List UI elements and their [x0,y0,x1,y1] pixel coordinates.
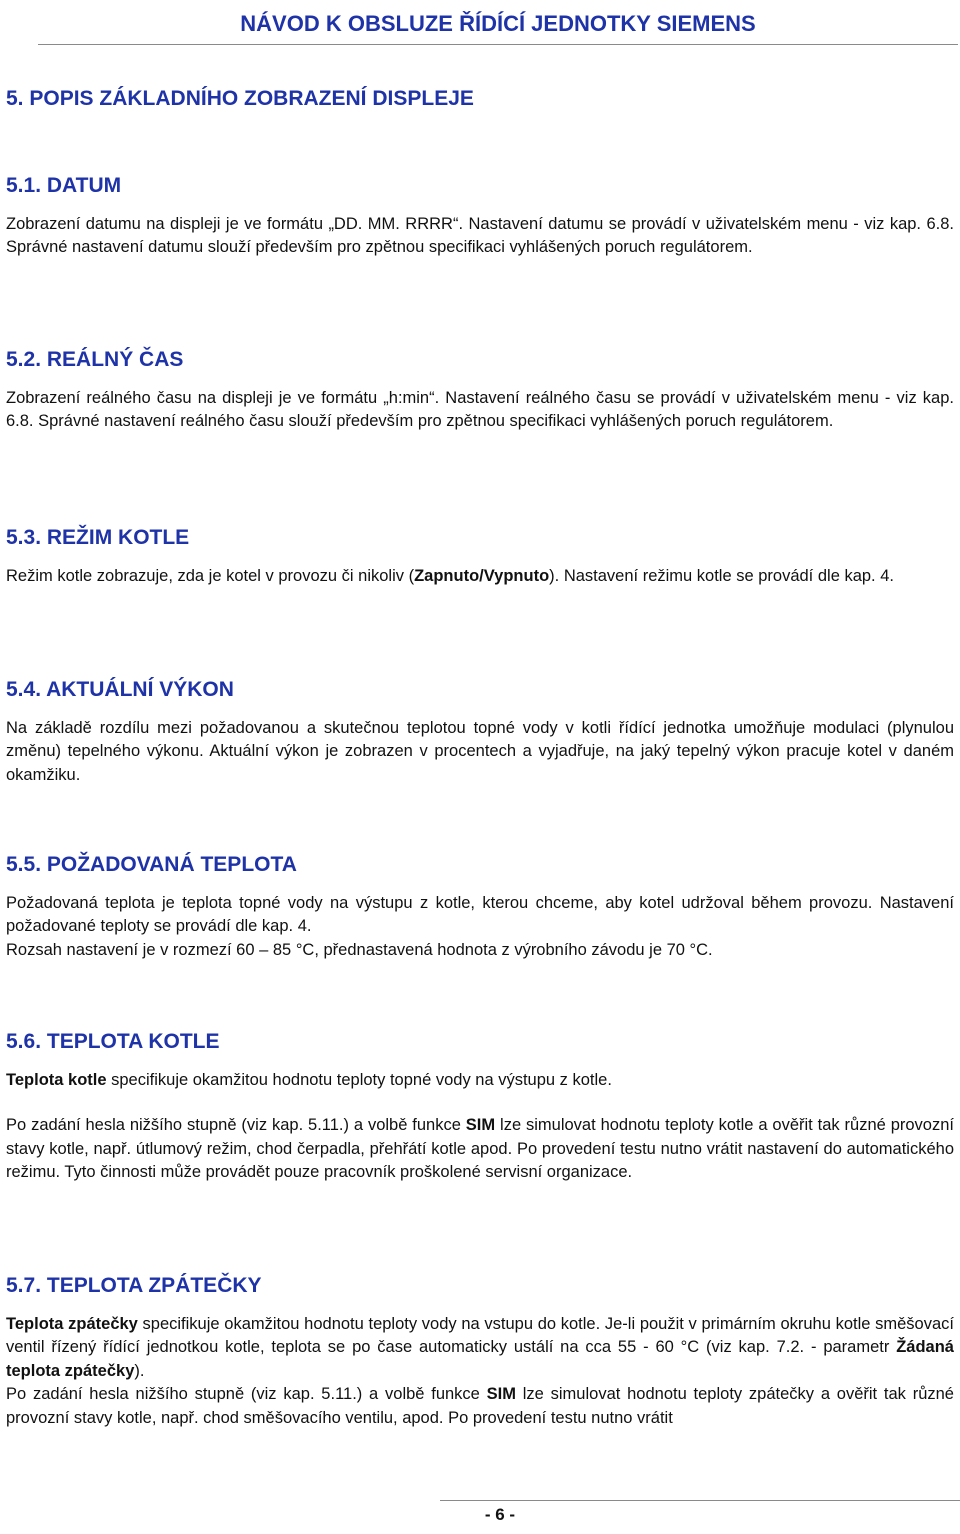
section-paragraph: Teplota kotle specifikuje okamžitou hodnotu teploty topné vody na výstupu z kotle. [6,1071,612,1089]
section-heading: 5.4. AKTUÁLNÍ VÝKON [6,678,234,701]
chapter-title: 5. POPIS ZÁKLADNÍHO ZOBRAZENÍ DISPLEJE [6,87,474,110]
section-paragraph: Teplota zpátečky specifikuje okamžitou hodnotu teploty vody na vstupu do kotle. Je-li použit v primárním okruhu kotle směšovací ventil řízený řídící jednotkou kotle, teplota se po čase automaticky ustálí na cca 55 - 60 °C (viz kap. 7.2. - parametr Žádaná teplota zpátečky). [6,1315,954,1380]
section-datum [6,173,954,260]
state-on: Zapnuto [414,567,480,585]
state-off: Vypnuto [483,567,550,585]
section-heading: 5.3. REŽIM KOTLE [6,526,190,549]
section-heading: 5.7. TEPLOTA ZPÁTEČKY [6,1274,262,1297]
section-aktualni-vykon [6,677,954,787]
section-heading: 5.5. POŽADOVANÁ TEPLOTA [6,853,297,876]
section-teplota-kotle [6,1029,954,1185]
term-teplota-kotle: Teplota kotle [6,1071,107,1089]
page-number: - 6 - [484,1505,516,1524]
section-heading: 5.2. REÁLNÝ ČAS [6,348,184,371]
section-pozadovana-teplota [6,852,954,962]
document-title: NÁVOD K OBSLUZE ŘÍDÍCÍ JEDNOTKY SIEMENS [240,11,756,36]
page-header [38,8,958,45]
section-paragraph: Zobrazení reálného času na displeji je ve formátu „h:min“. Nastavení reálného času se provádí v uživatelském menu - viz kap. 6.8. Správné nastavení reálného času slouží především pro zpětnou specifikaci vyhlášených poruch regulátorem. [6,389,954,431]
section-paragraph: Po zadání hesla nižšího stupně (viz kap. 5.11.) a volbě funkce SIM lze simulovat hodnotu teploty kotle a ověřit tak různé provozní stavy kotle, např. útlumový režim, chod čerpadla, přehřátí kotle apod. Po provedení testu nutno vrátit nastavení do automatického režimu. Tyto činnosti může provádět pouze pracovník proškolené servisní organizace. [6,1116,954,1182]
section-realny-cas [6,347,954,434]
term-sim: SIM [465,1116,496,1135]
section-paragraph: Rozsah nastavení je v rozmezí 60 – 85 °C, přednastavená hodnota z výrobního závodu je 70 °C. [6,940,713,959]
section-heading: 5.6. TEPLOTA KOTLE [6,1030,220,1053]
section-heading: 5.1. DATUM [6,174,122,197]
section-rezim-kotle [6,525,954,588]
term-teplota-zpatecky: Teplota zpátečky [6,1315,138,1333]
section-paragraph: Zobrazení datumu na displeji je ve formátu „DD. MM. RRRR“. Nastavení datumu se provádí v uživatelském menu - viz kap. 6.8. Správné nastavení datumu slouží především pro zpětnou specifikaci vyhlášených poruch regulátorem. [6,215,954,257]
term-sim: SIM [486,1385,516,1404]
section-paragraph: Po zadání hesla nižšího stupně (viz kap. 5.11.) a volbě funkce SIM lze simulovat hodnotu teploty zpátečky a ověřit tak různé provozní stavy kotle, např. chod směšovacího ventilu, apod. Po provedení testu nutno vrátit [6,1385,954,1427]
section-teplota-zpatecky [6,1273,954,1430]
section-paragraph: Na základě rozdílu mezi požadovanou a skutečnou teplotou topné vody v kotli řídící jednotka umožňuje modulaci (plynulou změnu) tepelného výkonu. Aktuální výkon je zobrazen v procentech a vyjadřuje, na jaký tepelný výkon pracuje kotel v daném okamžiku. [6,719,954,784]
section-paragraph: Režim kotle zobrazuje, zda je kotel v provozu či nikoliv (Zapnuto/Vypnuto). Nastavení režimu kotle se provádí dle kap. 4. [6,567,894,585]
page-footer [440,1500,960,1525]
term-zadana-teplota: Žádaná teplota zpátečky [6,1338,954,1380]
section-paragraph: Požadovaná teplota je teplota topné vody na výstupu z kotle, kterou chceme, aby kotel udržoval během provozu. Nastavení požadované teploty se provádí dle kap. 4. [6,894,954,936]
